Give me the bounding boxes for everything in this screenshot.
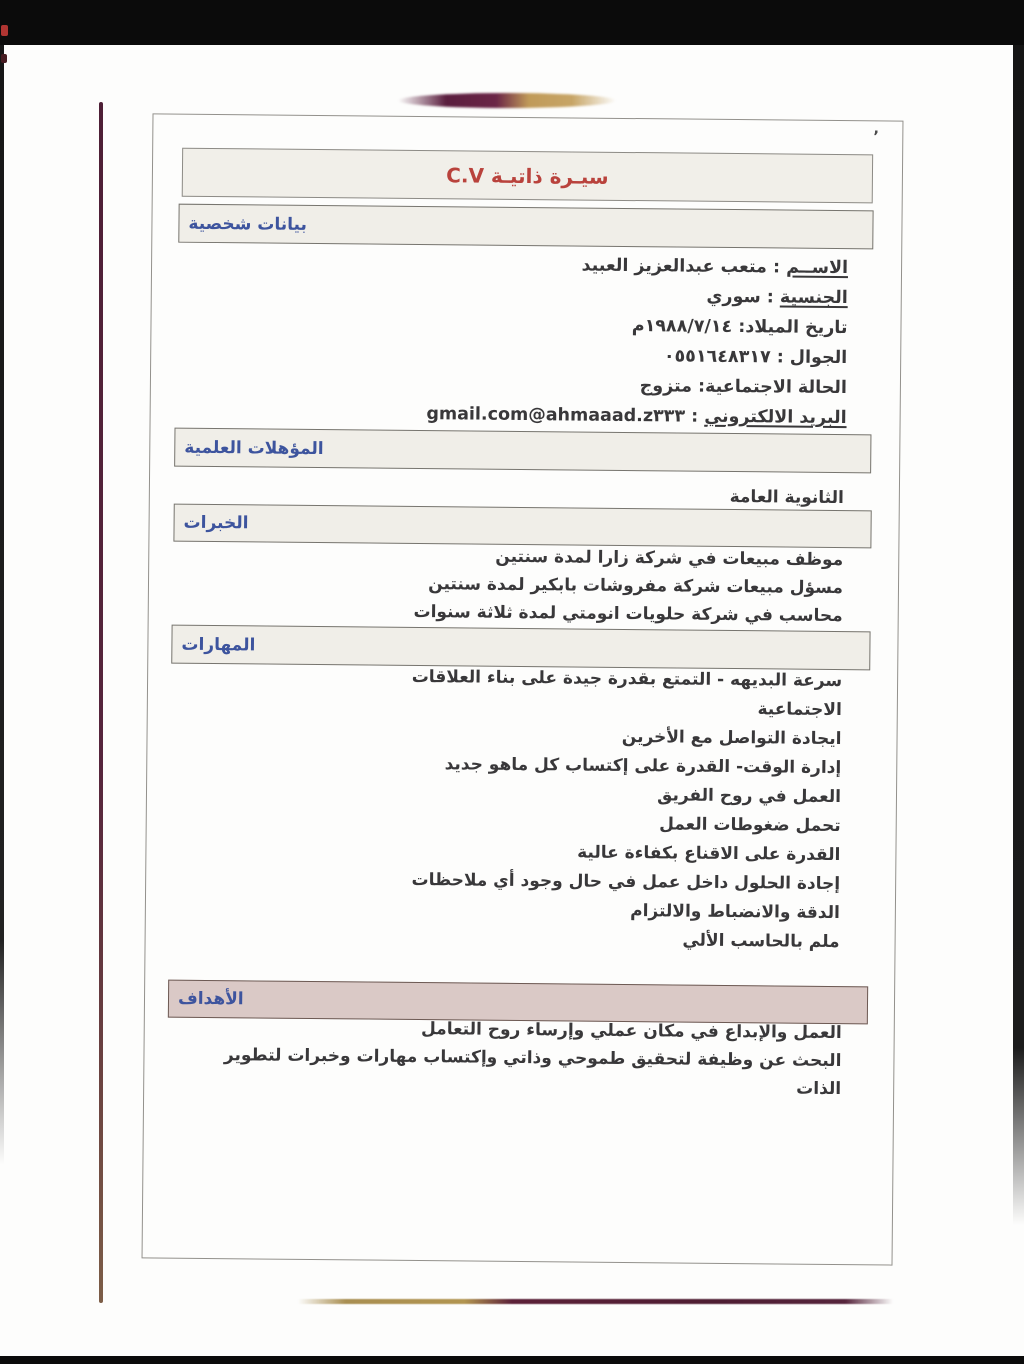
section-header-personal: بيانات شخصية — [188, 213, 308, 235]
section-header-qualifications: المؤهلات العلمية — [184, 437, 324, 459]
field-nationality-label: الجنسية — [779, 287, 848, 309]
personal-info-block — [327, 248, 849, 433]
field-nationality-sep: : — [760, 287, 780, 308]
field-email — [327, 398, 847, 433]
skills-block — [339, 662, 842, 957]
field-marital-status-value: متزوج — [639, 376, 693, 397]
skill-item: القدرة على الاقناع بكفاءة عالية — [577, 842, 841, 866]
cv-title-bar — [182, 148, 873, 204]
objective-item: البحث عن وظيفة لتحقيق طموحي وذاتي وإكتساب مهارات وخبرات لتطوير الذات — [223, 1045, 842, 1100]
skill-item: إجادة الحلول داخل عمل في حال وجود أي ملاحظات — [411, 869, 841, 895]
field-email-sep: : — [685, 406, 705, 427]
section-bar-personal — [178, 204, 873, 250]
objectives-block — [221, 1013, 842, 1103]
objective-item: العمل والإبداع في مكان عملي وإرساء روح التعامل — [420, 1019, 842, 1044]
skill-item: الدقة والانضباط والالتزام — [630, 901, 840, 924]
field-mobile — [327, 338, 847, 373]
section-bar-qualifications — [174, 428, 871, 474]
field-marital-status-label: الحالة الاجتماعية — [704, 376, 848, 399]
skill-item: إدارة الوقت- القدرة على إكتساب كل ماهو جديد — [444, 754, 842, 779]
experiences-block — [363, 541, 844, 630]
field-birthdate-value: ١٩٨٨/٧/١٤م — [631, 316, 733, 338]
experience-item: محاسب في شركة حلويات انومتي لمدة ثلاثة سنوات — [413, 601, 843, 627]
section-header-skills: المهارات — [181, 634, 256, 655]
field-birthdate-label: تاريخ الميلاد — [745, 317, 848, 339]
skill-item: ملم بالحاسب الألي — [682, 930, 840, 953]
field-marital-status — [327, 368, 847, 403]
section-header-objectives: الأهداف — [177, 988, 244, 1010]
field-mobile-label: الجوال — [789, 347, 848, 369]
cv-title: سيـرة ذاتيـة C.V — [446, 162, 609, 189]
field-mobile-value: ٠٥٥١٦٤٨٣١٧ — [663, 346, 771, 368]
skill-item: ايجادة التواصل مع الأخرين — [621, 726, 842, 750]
field-marital-status-sep: : — [691, 376, 706, 397]
field-nationality-value: سوري — [706, 286, 761, 308]
field-mobile-sep: : — [770, 347, 790, 368]
section-bar-experiences — [173, 504, 871, 549]
skill-item: العمل في روح الفريق — [657, 785, 842, 808]
field-birthdate-sep: : — [732, 317, 746, 338]
field-email-label: البريد الالكتروني — [704, 406, 847, 429]
field-name — [328, 248, 848, 283]
field-name-label: الاســم — [786, 257, 849, 279]
skill-item: تحمل ضغوطات العمل — [659, 814, 841, 837]
experience-item: موظف مبيعات في شركة زارا لمدة سنتين — [495, 546, 844, 571]
field-name-value: متعب عبدالعزيز العبيد — [581, 255, 768, 278]
qualification-item: الثانوية العامة — [729, 486, 844, 509]
stray-pen-mark: ٬ — [873, 127, 880, 146]
experience-item: مسؤل مبيعات شركة مفروشات بابكير لمدة سنتين — [428, 574, 844, 599]
field-nationality — [328, 278, 848, 313]
section-header-experiences: الخبرات — [183, 512, 249, 534]
field-birthdate — [327, 308, 847, 343]
skill-item: سرعة البديهه - التمتع بقدرة جيدة على بناء العلاقات الاجتماعية — [411, 666, 843, 721]
field-name-sep: : — [766, 257, 787, 278]
field-email-value: ahmaaad.z٣٣٣@gmail.com — [426, 404, 686, 427]
